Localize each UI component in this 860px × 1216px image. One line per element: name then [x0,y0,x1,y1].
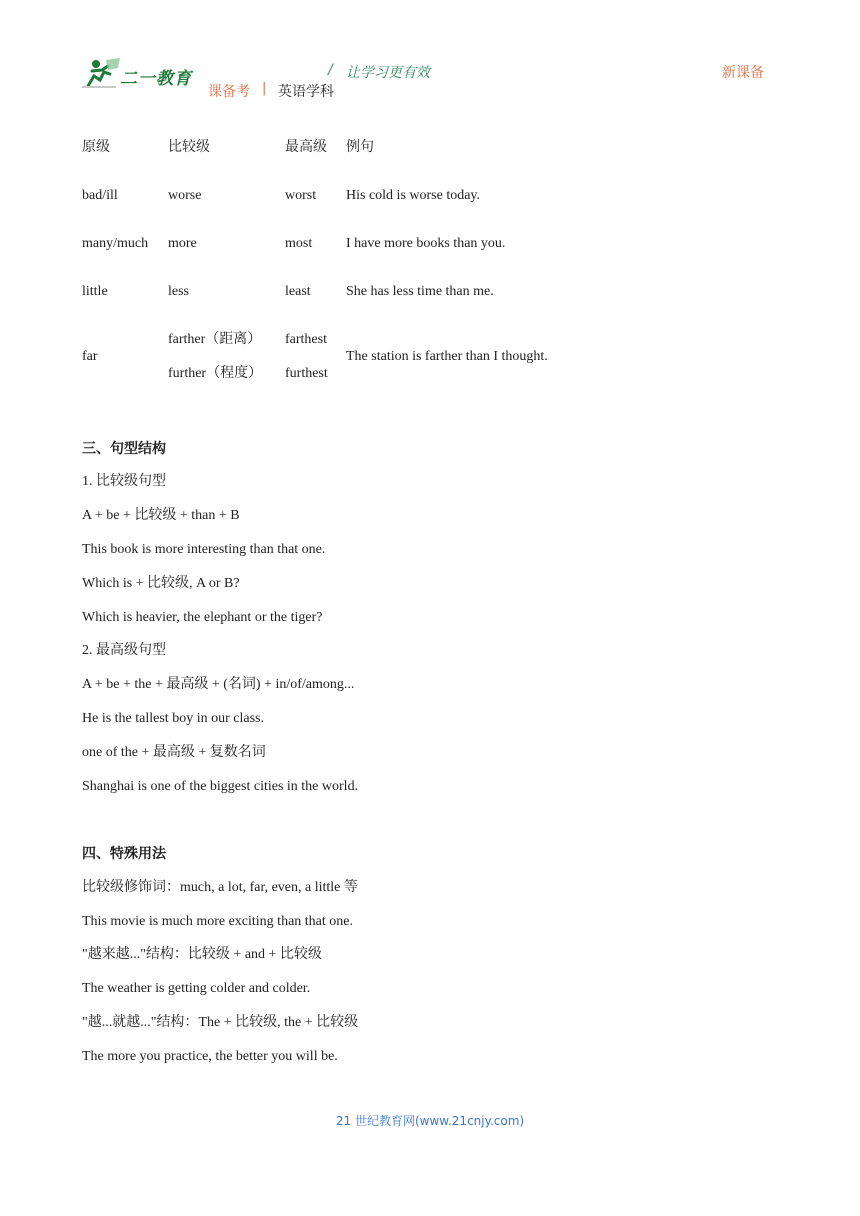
section-heading: 三、句型结构 [82,441,166,457]
text-line: A + be + 比较级 + than + B [82,508,240,523]
header-slash: / [328,62,333,78]
table-row-comparative: worse [168,188,202,203]
text-line: "越...就越..."结构：The + 比较级, the + 比较级 [82,1015,359,1030]
table-header-superlative: 最高级 [285,139,327,155]
page-footer: 21 世纪教育网(www.21cnjy.com) [335,1114,525,1128]
text-line: The more you practice, the better you will be. [82,1049,338,1064]
text-line: Which is heavier, the elephant or the tiger? [82,610,323,625]
table-row-comparative: more [168,236,197,251]
table-row-base: far [82,349,98,364]
table-row-comparative: less [168,284,189,299]
header-separator: | [262,81,267,96]
table-row-superlative: least [285,284,311,299]
table-row-superlative: farthest [285,332,327,347]
table-row-example: I have more books than you. [346,236,506,251]
text-line: 比较级修饰词：much, a lot, far, even, a little 等 [82,880,358,895]
text-line: one of the + 最高级 + 复数名词 [82,745,266,760]
header-slogan: 让学习更有效 [346,65,430,81]
header-subject: 英语学科 [278,84,334,100]
page-header [0,0,860,110]
table-header-example: 例句 [346,139,374,155]
table-row-superlative: worst [285,188,317,203]
table-row-superlative: most [285,236,313,251]
table-row-comparative: farther（距离） [168,332,262,347]
text-line: This movie is much more exciting than that one. [82,914,353,929]
text-line: A + be + the + 最高级 + (名词) + in/of/among... [82,677,355,692]
text-line: He is the tallest boy in our class. [82,711,264,726]
table-row-comparative: further（程度） [168,366,263,381]
brand-name: 二一教育 [120,69,192,89]
table-row-superlative: furthest [285,366,328,381]
table-row-base: bad/ill [82,188,118,203]
table-row-example: She has less time than me. [346,284,494,299]
table-row-base: little [82,284,108,299]
table-row-example: The station is farther than I thought. [346,349,548,364]
text-line: Shanghai is one of the biggest cities in the world. [82,779,359,794]
text-line: This book is more interesting than that one. [82,542,326,557]
table-row-example: His cold is worse today. [346,188,481,203]
table-row-base: many/much [82,236,149,251]
text-line: 1. 比较级句型 [82,474,166,489]
header-badge: 新课备 [722,65,764,81]
table-header-base: 原级 [82,139,110,155]
text-line: The weather is getting colder and colder. [82,981,311,996]
text-line: 2. 最高级句型 [82,643,166,658]
section-heading: 四、特殊用法 [82,846,166,862]
text-line: Which is + 比较级, A or B? [82,576,240,591]
text-line: "越来越..."结构：比较级 + and + 比较级 [82,947,322,962]
header-prep: 课备考 [208,84,250,100]
table-header-comparative: 比较级 [168,139,210,155]
